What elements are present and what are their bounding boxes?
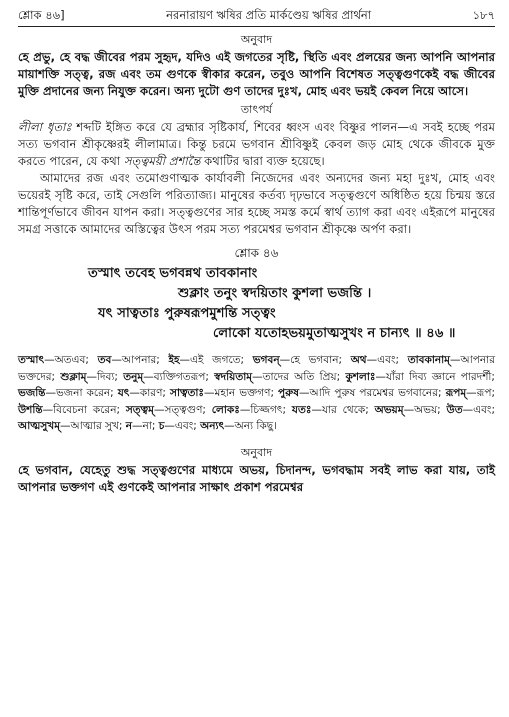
sanskrit-term: সত্ত্বময়ী প্রশান্তৈ (123, 154, 201, 168)
sanskrit-term: লীলা ধৃতাঃ (18, 120, 72, 134)
synonym-word: ইহ (168, 354, 180, 366)
synonym-meaning: —অন্য কিছু। (224, 420, 277, 433)
synonym-meaning: —সত্ত্বগুণ; (153, 403, 212, 416)
synonym-word: তনুম্ (123, 370, 144, 383)
synonym-meaning: —অতএব; (44, 354, 98, 366)
synonym-word: রূপম্ (445, 387, 467, 400)
synonym-meaning: —যার থেকে; (311, 403, 375, 416)
synonym-word: সত্ত্বম্ (125, 403, 154, 416)
verse-line: শুক্লাং তনুং স্বদয়িতাং কুশলা ভজন্তি । (178, 286, 372, 301)
synonym-word: লোকঃ (211, 403, 240, 416)
synonym-meaning: —রূপ; (466, 387, 495, 400)
chapter-title: নরনারায়ণ ঋষির প্রতি মার্কণ্ডেয় ঋষির প্রার্থনা (166, 8, 372, 22)
synonym-meaning: —তাদের অতি প্রিয়; (252, 370, 346, 383)
translation-text: হে ভগবান, যেহেতু শুদ্ধ সত্ত্বগুণের মাধ্যমে অভয়, চিদানন্দ, ভগবদ্ধাম সবই লাভ করা যায়, তাই আপনার ভক্তগণ এই গুণকেই আপনার সাক্ষাৎ প্রকাশ পরমেশ্বর (18, 463, 495, 495)
synonym-meaning: —আত্মার সুখ; (60, 420, 126, 433)
synonym-meaning: —মহান ভক্তগণ; (204, 387, 279, 400)
synonym-meaning: —না; (132, 420, 159, 433)
synonym-meaning: —এবং; (164, 420, 201, 433)
synonym-word: অথ (350, 354, 367, 366)
translation-heading: অনুবাদ (240, 446, 273, 460)
purport-heading: তাৎপর্য (240, 103, 273, 116)
page-number: ১৮৭ (472, 8, 495, 22)
synonym-meaning: —এবং; (366, 354, 408, 366)
synonym-word: তব (97, 354, 112, 366)
verse-label: শ্লোক ৪৬ (234, 246, 279, 260)
verse-reference: শ্লোক ৪৬] (18, 8, 65, 22)
synonym-word: যতঃ (291, 403, 312, 416)
synonym-meaning: —বিবেচনা করেন; (42, 403, 126, 416)
synonym-meaning: —কারণ; (129, 387, 171, 400)
synonym-word: উত (446, 403, 463, 416)
synonym-meaning: —আপনার ভক্তদের; (18, 354, 495, 383)
translation-heading: অনুবাদ (240, 33, 273, 46)
synonym-word: সাত্বতাঃ (170, 387, 204, 400)
word-for-word-synonyms (18, 352, 495, 435)
synonym-meaning: —চিজ্জগৎ; (239, 403, 292, 416)
purport-paragraph-2: আমাদের রজ এবং তমোগুণাত্মক কার্যাবলী নিজেদের এবং অন্যদের জন্য মহা দুঃখ, মোহ এবং ভয়েরই সৃষ্টি করে, তাই সেগুলি পরিত্যাজ্য। মানুষের কর্তব্য দৃঢ়ভাবে সত্ত্বগুণে অধিষ্ঠিত হয়ে চিন্ময় স্তরে শান্তিপূর্ণভাবে জীবন যাপন করা। সত্ত্বগুণের সার হচ্ছে সমস্ত কর্মে স্বার্থ ত্যাগ করা এবং এইরূপে মানুষের সমগ্র সত্তাকে আমাদের অস্তিত্বের উৎস পরম সত্য পরমেশ্বর ভগবান শ্রীকৃষ্ণে অর্পণ করা। (18, 171, 495, 236)
synonym-meaning: —এবং; (462, 403, 495, 416)
sanskrit-verse (18, 264, 495, 344)
purport-text: কথাটির দ্বারা ব্যক্ত হয়েছে। (200, 154, 325, 168)
synonym-word: চ (158, 420, 165, 433)
verse-line: লোকো যতোহভয়মুতাত্মসুখং ন চান্যৎ ॥ ৪৬ ॥ (213, 326, 456, 341)
translation-text: হে প্রভু, হে বদ্ধ জীবের পরম সুহৃদ, যদিও এই জগতের সৃষ্টি, স্থিতি এবং প্রলয়ের জন্য আপনি আপনার মায়াশক্তি সত্ত্ব, রজ এবং তম গুণকে স্বীকার করেন, তবুও আপনি বিশেষত সত্ত্বগুণকেই বদ্ধ জীবের মুক্তি প্রদানের জন্য নিযুক্ত করেন। অন্য দুটো গুণ তাদের দুঃখ, মোহ এবং ভয়ই কেবল নিয়ে আসে। (18, 50, 495, 98)
synonym-word: স্বদয়িতাম্ (214, 370, 253, 383)
synonym-word: যৎ (117, 387, 130, 400)
synonym-meaning: —হে ভগবান; (279, 354, 351, 366)
verse-line: তস্মাৎ তবেহ ভগবন্নথ তাবকানাং (88, 266, 258, 281)
synonym-word: ভজন্তি (18, 387, 46, 400)
synonym-meaning: —ভজনা করেন; (45, 387, 118, 400)
synonym-word: শুক্লাম্ (60, 370, 87, 383)
synonym-meaning: —যাঁরা দিব্য জ্ঞানে পারদর্শী; (375, 370, 495, 383)
synonym-word: পুরুষ (278, 387, 300, 400)
synonym-word: অভয়ম্ (374, 403, 404, 416)
synonym-word: অন্যৎ (200, 420, 225, 433)
synonym-word: ন (125, 420, 133, 433)
purport-paragraph-1 (18, 119, 495, 170)
synonym-meaning: —অভয়; (403, 403, 447, 416)
synonym-meaning: —ব্যক্তিগতরূপ; (143, 370, 215, 383)
synonym-meaning: —আপনার; (111, 354, 169, 366)
purport-text: শব্দটি ইঙ্গিত করে যে ব্রহ্মার সৃষ্টিকার্য, শিবের ধ্বংস এবং বিষ্ণুর পালন—এ সবই হচ্ছে পরম সত্য ভগবান শ্রীকৃষ্ণেরই লীলামাত্র। কিন্তু চরমে ভগবান শ্রীবিষ্ণুই কেবল জড় মোহ থেকে জীবকে মুক্ত করতে পারেন, যে কথা (18, 120, 495, 168)
synonym-word: আত্মসুখম্ (18, 420, 61, 433)
verse-line: যৎ সাত্বতাঃ পুরুষরূপমুশন্তি সত্ত্বং (98, 306, 276, 321)
synonym-word: উশন্তি (18, 403, 43, 416)
running-header (18, 6, 495, 27)
synonym-meaning: —দিব্য; (86, 370, 124, 383)
synonym-meaning: —এই জগতে; (179, 354, 253, 366)
synonym-meaning: —আদি পুরুষ পরমেশ্বর ভগবানের; (299, 387, 446, 400)
synonym-word: তাবকানাম্ (407, 354, 451, 366)
synonym-word: তস্মাৎ (18, 354, 45, 366)
synonym-word: ভগবন্ (252, 354, 280, 366)
synonym-word: কুশলাঃ (345, 370, 376, 383)
